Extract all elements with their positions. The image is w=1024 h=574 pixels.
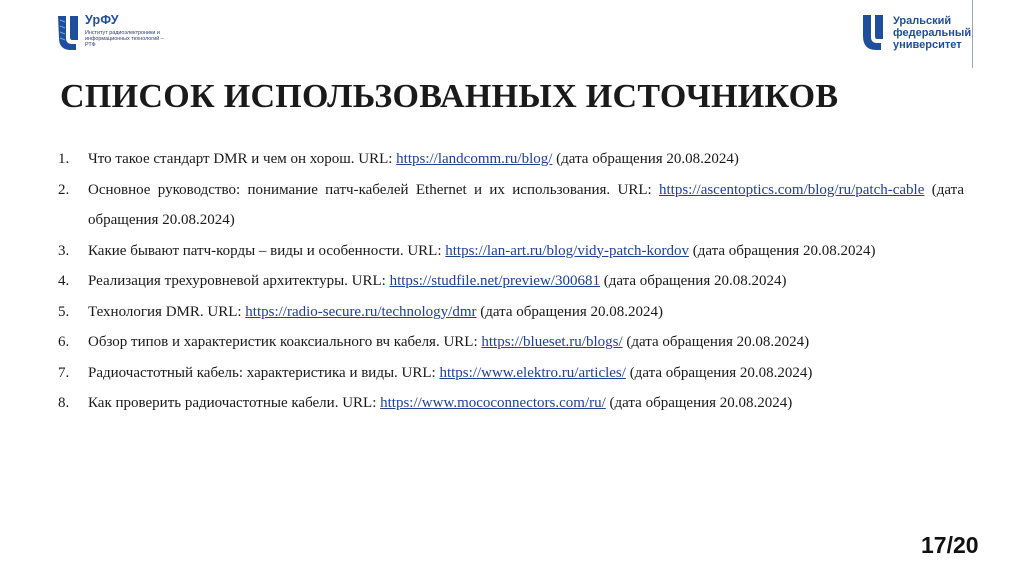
page-number: 17/20 <box>921 532 979 558</box>
university-name-line: федеральный <box>893 27 972 39</box>
reference-access-date: (дата обращения 20.08.2024) <box>625 364 813 381</box>
reference-number: 8. <box>58 395 70 411</box>
reference-number: 6. <box>58 334 70 350</box>
reference-access-date: (дата обращения 20.08.2024) <box>599 273 787 289</box>
reference-link[interactable]: https://www.mococonnectors.com/ru/ <box>380 395 606 411</box>
reference-item <box>58 358 964 389</box>
reference-text: Обзор типов и характеристик коаксиального вч кабеля. URL: <box>88 334 482 350</box>
reference-text: Радиочастотный кабель: характеристика и виды. URL: <box>88 364 440 381</box>
university-name-line: университет <box>893 39 962 51</box>
reference-access-date: (дата обращения 20.08.2024) <box>622 334 810 350</box>
reference-item <box>58 297 964 328</box>
reference-text: Технология DMR. URL: <box>88 303 246 320</box>
reference-access-date: (дата обращения 20.08.2024) <box>552 151 739 167</box>
reference-link[interactable]: https://lan-art.ru/blog/vidy-patch-kordov <box>445 242 689 259</box>
urfu-brand-text: УрФУ <box>85 13 119 27</box>
university-name-line: Уральский <box>893 15 952 27</box>
reference-item <box>58 327 964 358</box>
reference-link[interactable]: https://landcomm.ru/blog/ <box>396 151 553 167</box>
reference-number: 2. <box>58 181 70 198</box>
reference-access-date: (дата обращения 20.08.2024) <box>688 242 876 259</box>
reference-text: Реализация трехуровневой архитектуры. URL: <box>88 273 390 289</box>
institute-name: Институт радиоэлектроники и информационных технологий – РТФ <box>85 30 164 48</box>
reference-item <box>58 236 964 267</box>
reference-access-date: (дата обращения 20.08.2024) <box>476 303 663 320</box>
reference-number: 7. <box>58 364 70 381</box>
reference-item <box>58 266 964 297</box>
reference-number: 4. <box>58 273 70 289</box>
urfu-emblem-icon <box>56 14 82 54</box>
reference-access-date: (дата обращения 20.08.2024) <box>88 181 964 228</box>
reference-link[interactable]: https://radio-secure.ru/technology/dmr <box>245 303 477 320</box>
reference-item <box>58 144 964 175</box>
reference-text: Какие бывают патч-корды – виды и особенности. URL: <box>88 242 446 259</box>
reference-link[interactable]: https://ascentoptics.com/blog/ru/patch-cable <box>659 181 925 198</box>
header-divider <box>972 0 973 68</box>
urfu-university-logo <box>862 14 982 58</box>
reference-number: 3. <box>58 242 70 259</box>
reference-text: Основное руководство: понимание патч-кабелей Ethernet и их использования. URL: <box>88 181 660 198</box>
reference-number: 5. <box>58 303 70 320</box>
page-title: СПИСОК ИСПОЛЬЗОВАННЫХ ИСТОЧНИКОВ <box>60 78 839 115</box>
reference-number: 1. <box>58 151 70 167</box>
reference-item <box>58 388 964 419</box>
university-name <box>893 15 971 51</box>
reference-link[interactable]: https://blueset.ru/blogs/ <box>481 334 623 350</box>
reference-access-date: (дата обращения 20.08.2024) <box>605 395 793 411</box>
reference-link[interactable]: https://www.elektro.ru/articles/ <box>439 364 626 381</box>
reference-text: Как проверить радиочастотные кабели. URL: <box>88 395 381 411</box>
references-list <box>58 144 964 419</box>
reference-link[interactable]: https://studfile.net/preview/300681 <box>389 273 600 289</box>
reference-item <box>58 175 964 236</box>
university-emblem-icon <box>862 14 888 52</box>
reference-text: Что такое стандарт DMR и чем он хорош. URL: <box>88 151 397 167</box>
urfu-rtf-logo <box>56 12 166 60</box>
